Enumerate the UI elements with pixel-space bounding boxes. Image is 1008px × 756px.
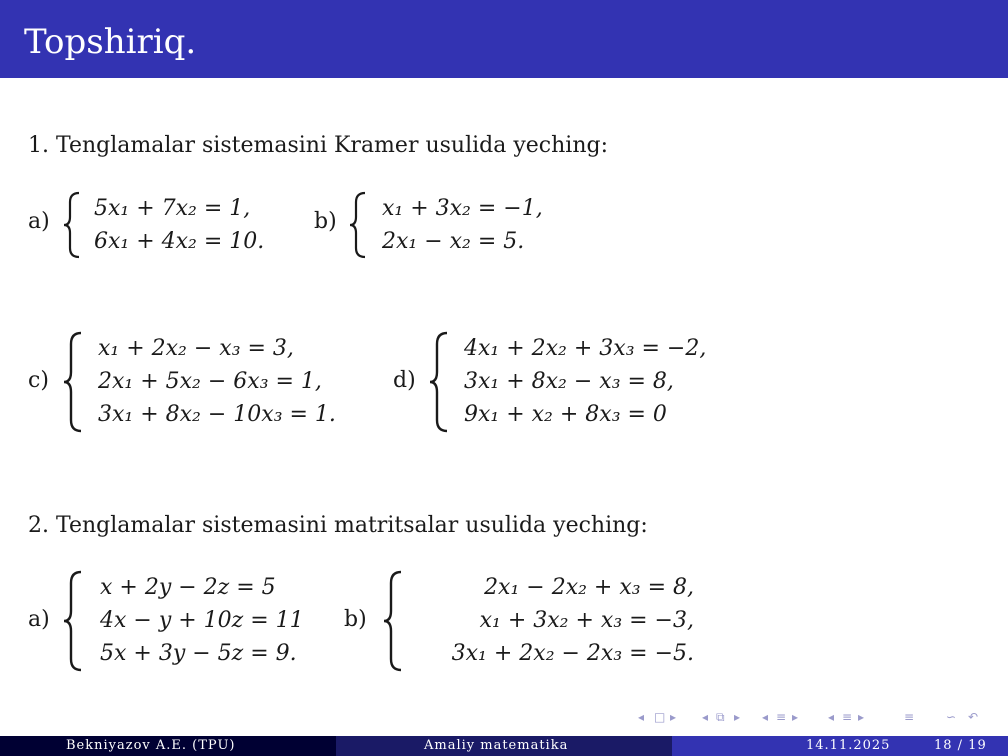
nav-search-icon[interactable]: ∽ <box>946 710 957 724</box>
equation: 2x₁ − 2x₂ + x₃ = 8, <box>484 575 694 600</box>
footer-author-segment <box>0 736 336 756</box>
nav-subsection-icon[interactable]: ⧉ <box>716 710 725 724</box>
task1-b-equations <box>382 192 543 258</box>
task1-b-label: b) <box>314 209 337 234</box>
nav-align-icon[interactable]: ≡ <box>904 710 915 724</box>
equation: 3x₁ + 8x₂ − 10x₃ = 1. <box>98 402 336 427</box>
nav-subsection-prev-icon[interactable]: ◂ <box>702 710 709 724</box>
task1-d-system <box>428 330 758 434</box>
equation: x₁ + 3x₂ = −1, <box>382 196 543 221</box>
nav-frame-next-icon[interactable]: ▸ <box>670 710 677 724</box>
nav-presentation-icon[interactable]: ≡ <box>842 710 853 724</box>
task2-b-system <box>382 569 702 673</box>
task1-a-system <box>62 190 292 260</box>
equation: 4x − y + 10z = 11 <box>100 608 304 633</box>
left-brace-icon <box>428 330 450 434</box>
equation: 2x₁ − x₂ = 5. <box>382 229 525 254</box>
task2-b-label: b) <box>344 607 367 632</box>
footer-date: 14.11.2025 <box>806 738 891 753</box>
footer-date-segment <box>672 736 1008 756</box>
slide-title: Topshiriq. <box>24 22 197 62</box>
task1-a-label: a) <box>28 209 50 234</box>
equation: 6x₁ + 4x₂ = 10. <box>94 229 265 254</box>
nav-section-prev-icon[interactable]: ◂ <box>762 710 769 724</box>
left-brace-icon <box>62 190 82 260</box>
task1-c-equations <box>98 332 336 431</box>
task-1-heading: 1. Tenglamalar sistemasini Kramer usulida yeching: <box>28 133 608 158</box>
task2-b-equations <box>418 571 694 670</box>
footer-course-segment <box>336 736 672 756</box>
task1-b-system <box>348 190 588 260</box>
task-2-heading: 2. Tenglamalar sistemasini matritsalar usulida yeching: <box>28 513 648 538</box>
task2-a-equations <box>100 571 304 670</box>
nav-subsection-next-icon[interactable]: ▸ <box>734 710 741 724</box>
equation: 9x₁ + x₂ + 8x₃ = 0 <box>464 402 667 427</box>
left-brace-icon <box>62 330 84 434</box>
equation: 5x + 3y − 5z = 9. <box>100 641 297 666</box>
nav-presentation-prev-icon[interactable]: ◂ <box>828 710 835 724</box>
task1-c-system <box>62 330 382 434</box>
task1-d-equations <box>464 332 706 431</box>
nav-presentation-next-icon[interactable]: ▸ <box>858 710 865 724</box>
footer-author: Bekniyazov A.E. (TPU) <box>66 738 236 753</box>
equation: 3x₁ + 2x₂ − 2x₃ = −5. <box>451 641 694 666</box>
left-brace-icon <box>348 190 368 260</box>
task2-a-label: a) <box>28 607 50 632</box>
nav-section-next-icon[interactable]: ▸ <box>792 710 799 724</box>
equation: x₁ + 3x₂ + x₃ = −3, <box>479 608 694 633</box>
equation: 4x₁ + 2x₂ + 3x₃ = −2, <box>464 336 707 361</box>
footer-course: Amaliy matematika <box>424 738 569 753</box>
task2-a-system <box>62 569 342 673</box>
equation: 3x₁ + 8x₂ − x₃ = 8, <box>464 369 674 394</box>
equation: x + 2y − 2z = 5 <box>100 575 276 600</box>
footer-page-number: 18 / 19 <box>934 738 987 753</box>
task1-d-label: d) <box>393 368 416 393</box>
equation: 5x₁ + 7x₂ = 1, <box>94 196 251 221</box>
equation: 2x₁ + 5x₂ − 6x₃ = 1, <box>98 369 322 394</box>
equation: x₁ + 2x₂ − x₃ = 3, <box>98 336 294 361</box>
nav-section-icon[interactable]: ≡ <box>776 710 787 724</box>
footer <box>0 736 1008 756</box>
task1-c-label: c) <box>28 368 49 393</box>
title-bar <box>0 0 1008 78</box>
nav-back-icon[interactable]: ↶ <box>968 710 979 724</box>
nav-frame-icon[interactable]: □ <box>654 710 666 724</box>
task1-a-equations <box>94 192 264 258</box>
left-brace-icon <box>382 569 404 673</box>
left-brace-icon <box>62 569 84 673</box>
nav-frame-prev-icon[interactable]: ◂ <box>638 710 645 724</box>
